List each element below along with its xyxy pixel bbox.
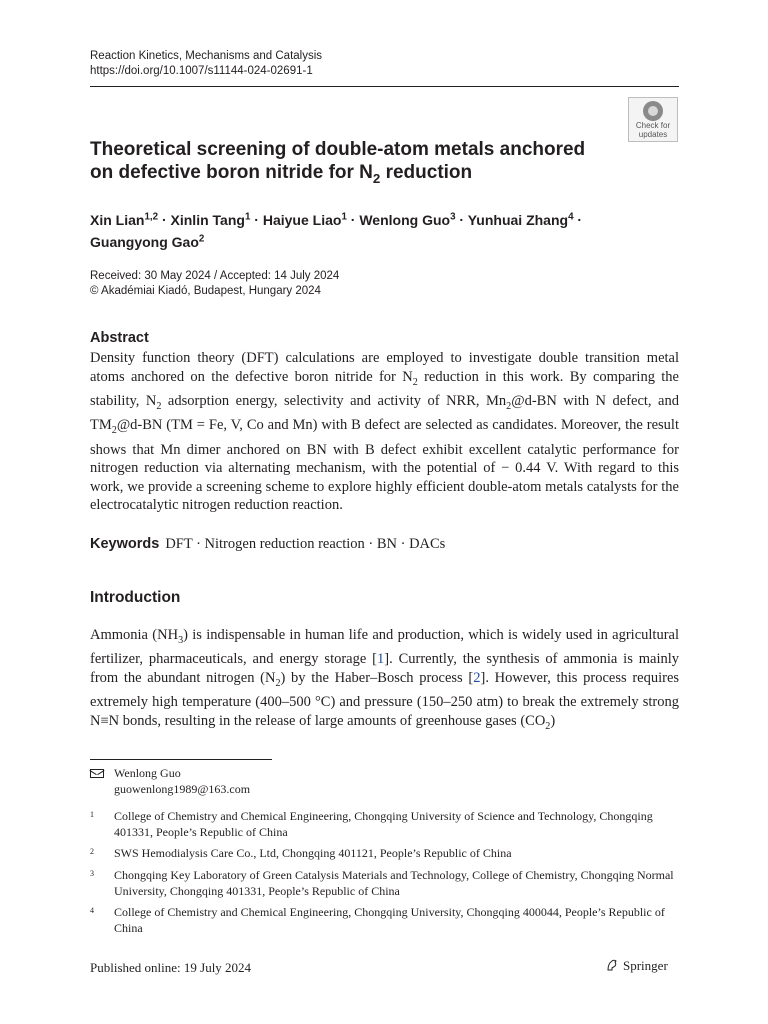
affiliation: 4 College of Chemistry and Chemical Engineering, Chongqing University, Chongqing 400044, People’s Republic of China [90,905,665,935]
doi-link[interactable]: https://doi.org/10.1007/s11144-024-02691-1 [90,65,313,77]
affiliation: 3 Chongqing Key Laboratory of Green Catalysis Materials and Technology, College of Chemistry, Chongqing Normal University, Chongqing 401331, People’s Republic of China [90,868,674,898]
correspondence [90,765,250,797]
abstract-heading: Abstract [90,330,149,346]
author[interactable]: Wenlong Guo$^3$ [359,211,456,228]
keywords-label: Keywords [90,536,160,552]
dates-block [90,269,339,299]
introduction-heading: Introduction [90,589,181,606]
citation-link[interactable]: 1 [377,651,385,668]
springer-horse-icon [605,958,619,972]
author[interactable]: Haiyue Liao$^1$ [262,211,347,228]
affiliation: 1 College of Chemistry and Chemical Engineering, Chongqing University of Science and Technology, Chongqing 401331, People’s Republic of China [90,809,653,839]
check-updates-icon [643,101,663,121]
received-accepted: Received: 30 May 2024 / Accepted: 14 July 2024 [90,270,340,282]
keywords-list: DFT · Nitrogen reduction reaction · BN · DACs [165,536,446,552]
author[interactable]: Xinlin Tang$^1$ [170,211,251,228]
springer-logo [605,958,668,974]
footnote-divider [90,759,272,760]
author[interactable]: Yunhuai Zhang$^4$ [467,211,574,228]
published-date: Published online: 19 July 2024 [90,960,252,975]
corresponding-author: Wenlong Guo [114,766,181,780]
check-for-updates-badge[interactable] [628,97,678,142]
introduction-text: Ammonia $(NH_3)$ is indispensable in human life and production, which is widely used in agricultural fertilizer, pharmaceuticals, and energy storage [1]. Currently, the synthesis of ammonia is mainly from the abundant nitrogen $(N_2)$ by the Haber–Bosch process [2]. However, this process requires extremely high temperature (400–500 °C) and pressure (150–250 atm) to break the extremely strong N≡N bonds, resulting in the release of large amounts of greenhouse gases $(CO_2)$ [90,627,680,732]
header-divider [90,86,679,87]
journal-name: Reaction Kinetics, Mechanisms and Catalysis [90,50,323,62]
paper-title: Theoretical screening of double-atom metals anchored on defective boron nitride for $N_2$ reduction [90,139,586,186]
citation-link[interactable]: 2 [473,669,481,686]
copyright: © Akadémiai Kiadó, Budapest, Hungary 2024 [90,285,321,297]
journal-header [90,49,322,79]
abstract-text: Density function theory (DFT) calculations are employed to investigate double transition metal atoms anchored on the defective boron nitride for $N_2$ reduction in this work. By comparing the stability, $N_2$ adsorption energy, selectivity and activity of NRR, $Mn_2@d-BN$ with N defect, and $TM_2@d-BN$ (TM = Fe, V, Co and Mn) with B defect are selected as candidates. Moreover, the result shows that Mn dimer anchored on BN with B defect exhibit excellent catalytic performance for nitrogen reduction via alternating mechanism, with the potential of − 0.44 V. With regard to this work, we provide a screening scheme to explore highly efficient double-atom metals catalysts for the electrocatalytic nitrogen reduction reaction. [90,350,679,514]
author[interactable]: Xin Lian$^{1,2}$ [90,211,159,228]
badge-label: Check for updates [635,121,671,139]
author-list: Xin Lian$^{1,2}$ · Xinlin Tang$^1$ · Haiyue Liao$^1$ · Wenlong Guo$^3$ · Yunhuai Zhang$^4$ · Guangyong Gao$^2$ [90,211,583,251]
publisher-name: Springer [623,958,668,973]
envelope-icon [90,769,104,778]
keywords [90,535,445,553]
corresponding-email[interactable]: guowenlong1989@163.com [114,782,251,796]
author[interactable]: Guangyong Gao$^2$ [90,233,205,251]
affiliation: 2 SWS Hemodialysis Care Co., Ltd, Chongqing 401121, People’s Republic of China [90,846,512,860]
